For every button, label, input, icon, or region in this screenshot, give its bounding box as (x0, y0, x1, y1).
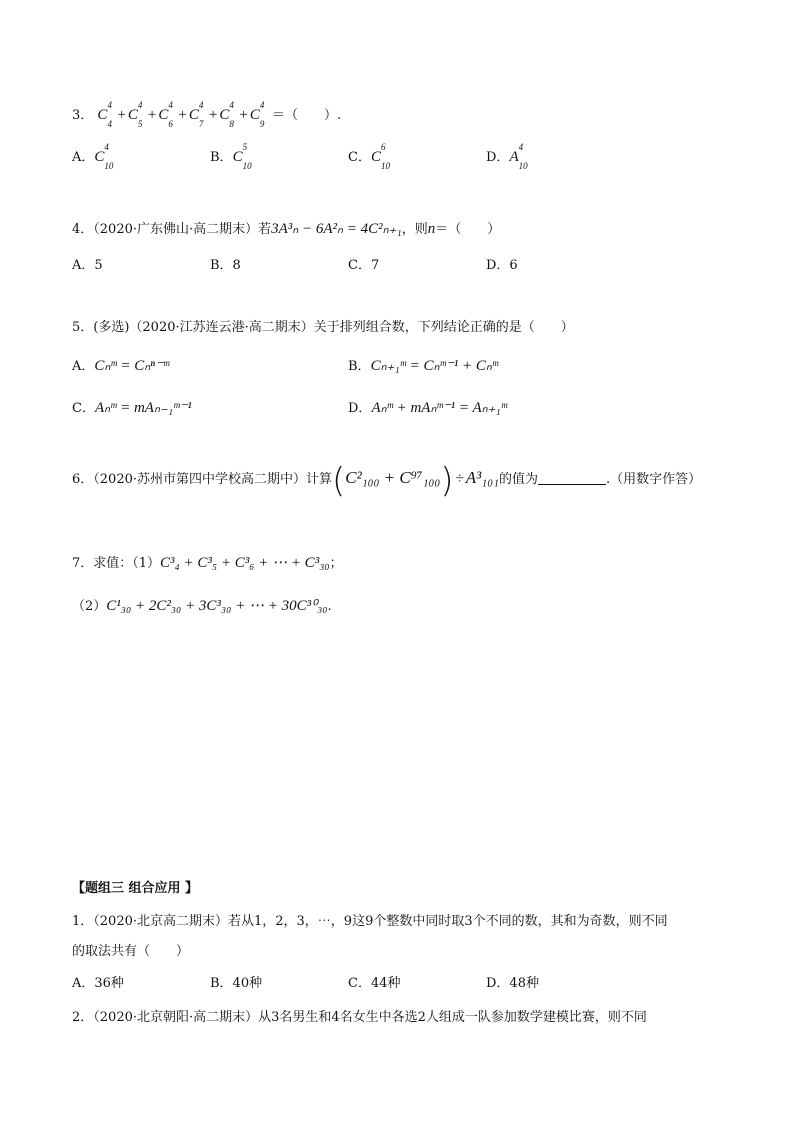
q4-option-a: A．5 (72, 258, 103, 273)
question-3-number: 3． (72, 108, 94, 123)
q4-option-c: C．7 (348, 258, 380, 273)
question-5: 5．(多选)（2020·江苏连云港·高二期末）关于排列组合数，下列结论正确的是（ ） (72, 320, 574, 335)
group3-question-1-line-2: 的取法共有（ ） (72, 944, 190, 959)
question-7-part-2: （2）C¹₃₀ + 2C²₃₀ + 3C³₃₀ + ⋯ + 30C³⁰₃₀. (72, 598, 332, 614)
q4-option-b: B．8 (210, 258, 241, 273)
q3-option-d: D．A 4 10 (486, 142, 528, 171)
question-4-equation: 3A³ₙ − 6A²ₙ = 4C²ₙ₊₁ (271, 221, 402, 237)
group3-question-2-line-1: 2．（2020·北京朝阳·高二期末）从3名男生和4名女生中各选2人组成一队参加数学建模比赛，则不同 (72, 1010, 647, 1025)
q5-option-d: D．Aₙᵐ + mAₙᵐ⁻¹ = Aₙ₊₁ᵐ (348, 400, 507, 416)
question-6: 6．（2020·苏州市第四中学校高二期中）计算(C²₁₀₀ + C⁹⁷₁₀₀) ÷ A³₁₀₁的值为 .（用数字作答） (72, 461, 702, 501)
question-3 (72, 100, 342, 129)
question-3-expression: C 4 4 + C 4 5 + C 4 6 + C 4 7 + C 4 8 + C 4 9 (97, 100, 265, 129)
q5-option-c: C．Aₙᵐ = mAₙ₋₁ᵐ⁻¹ (72, 400, 192, 416)
g3q1-option-c: C．44种 (348, 976, 401, 991)
question-4: 4．（2020·广东佛山·高二期末）若3A³ₙ − 6A²ₙ = 4C²ₙ₊₁，则n＝（ ） (72, 221, 501, 237)
g3q1-option-a: A．36种 (72, 976, 124, 991)
q3-option-a: A．C 4 10 (72, 142, 114, 171)
answer-blank (538, 470, 606, 485)
question-3-tail: ＝（ ）. (272, 108, 342, 123)
g3q1-option-b: B．40种 (210, 976, 263, 991)
q5-option-a: A．Cₙᵐ = Cₙⁿ⁻ᵐ (72, 358, 170, 374)
question-6-expression: C²₁₀₀ + C⁹⁷₁₀₀ (345, 468, 441, 487)
q3-option-c: C．C 6 10 (348, 142, 390, 171)
section-title-group-3: 【题组三 组合应用 】 (72, 881, 199, 896)
group3-question-1-line-1: 1．（2020·北京高二期末）若从1，2，3，⋯，9这9个整数中同时取3个不同的数，其和为奇数，则不同 (72, 914, 668, 929)
q4-option-d: D．6 (486, 258, 518, 273)
g3q1-option-d: D．48种 (486, 976, 539, 991)
question-7-part-1: 7．求值：（1）C³₄ + C³₅ + C³₆ + ⋯ + C³₃₀； (72, 555, 343, 571)
q3-option-b: B．C 5 10 (210, 142, 252, 171)
q5-option-b: B．Cₙ₊₁ᵐ = Cₙᵐ⁻¹ + Cₙᵐ (348, 358, 499, 374)
